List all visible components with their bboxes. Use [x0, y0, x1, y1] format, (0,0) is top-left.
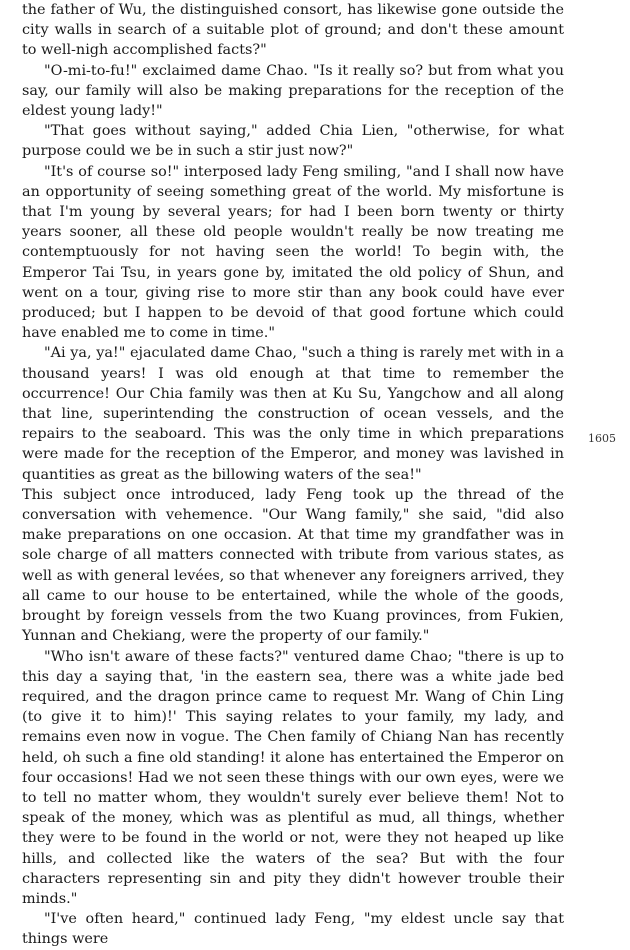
- paragraph: "Who isn't aware of these facts?" ventured dame Chao; "there is up to this day a saying that, 'in the eastern sea, there was a white jade bed required, and the dragon prince came to request Mr. Wang of Chin Ling (to give it to him)!' This saying relates to your family, my lady, and remains even now in vogue. The Chen family of Chiang Nan has recently held, oh such a fine old standing! it alone has entertained the Emperor on four occasions! Had we not seen these things with our own eyes, were we to tell no matter whom, they wouldn't surely ever believe them! Not to speak of the money, which was as plentiful as mud, all things, whether they were to be found in the world or not, were they not heaped up like hills, and collected like the waters of the sea? But with the four characters representing sin and pity they didn't however trouble their minds.": [22, 648, 564, 907]
- page-number: 1605: [588, 432, 616, 445]
- paragraph: "It's of course so!" interposed lady Feng smiling, "and I shall now have an opportunity of seeing something great of the world. My misfortune is that I'm young by several years; for had I been born twenty or thirty years sooner, all these old people wouldn't really be now treating me contemptuously for not having seen the world! To begin with, the Emperor Tai Tsu, in years gone by, imitated the old policy of Shun, and went on a tour, giving rise to more stir than any book could have ever produced; but I happen to be devoid of that good fortune which could have enabled me to come in time.": [22, 163, 564, 342]
- paragraph: "Ai ya, ya!" ejaculated dame Chao, "such a thing is rarely met with in a thousand years! I was old enough at that time to remember the occurrence! Our Chia family was then at Ku Su, Yangchow and all along that line, superintending the construction of ocean vessels, and the repairs to the seaboard. This was the only time in which preparations were made for the reception of the Emperor, and money was lavished in quantities as great as the billowing waters of the sea!": [22, 345, 564, 483]
- paragraph: "I've often heard," continued lady Feng, "my eldest uncle say that things were: [22, 911, 564, 948]
- paragraph: "O-mi-to-fu!" exclaimed dame Chao. "Is it really so? but from what you say, our family will also be making preparations for the reception of the eldest young lady!": [22, 62, 564, 120]
- paragraph: This subject once introduced, lady Feng took up the thread of the conversation with vehemence. "Our Wang family," she said, "did also make preparations on one occasion. At that time my grandfather was in sole charge of all matters connected with tribute from various states, as well as with general levées, so that whenever any foreigners arrived, they all came to our house to be entertained, while the whole of the goods, brought by foreign vessels from the two Kuang provinces, from Fukien, Yunnan and Chekiang, were the property of our family.": [22, 486, 564, 645]
- paragraph: the father of Wu, the distinguished consort, has likewise gone outside the city walls in search of a suitable plot of ground; and don't these amount to well-nigh accomplished facts?": [22, 2, 564, 59]
- paragraph: "That goes without saying," added Chia Lien, "otherwise, for what purpose could we be in such a stir just now?": [22, 123, 564, 160]
- text-column: [22, 0, 564, 950]
